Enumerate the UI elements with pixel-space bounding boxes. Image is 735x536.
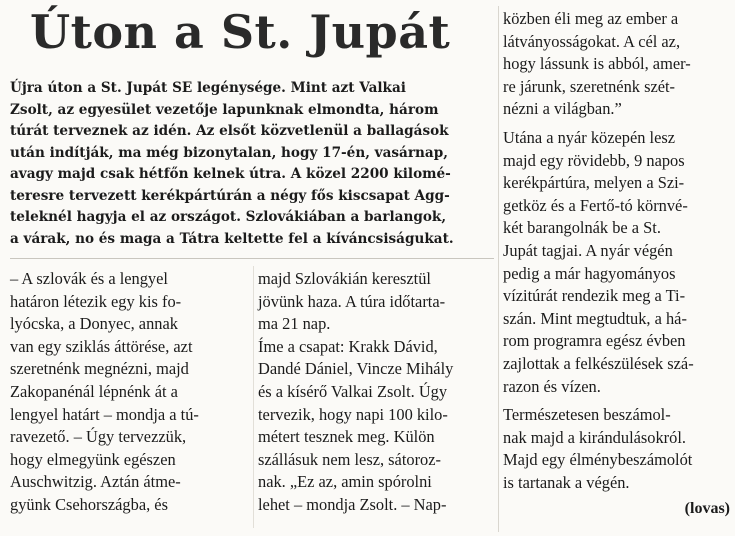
column-line: razon és vízen. bbox=[503, 376, 601, 396]
column-line: lehet – mondja Zsolt. – Nap- bbox=[258, 494, 447, 514]
lead-divider bbox=[10, 258, 494, 259]
column-line: nak majd a kirándulásokról. bbox=[503, 427, 686, 447]
lead-line: avagy majd csak hétfőn kelnek útra. A közel 2200 kilomé- bbox=[10, 166, 451, 182]
column-line: határon létezik egy kis fo- bbox=[10, 291, 182, 311]
article-column-2 bbox=[258, 268, 494, 517]
column-line: pedig a már hagyományos bbox=[503, 263, 676, 283]
article-column-3 bbox=[503, 8, 731, 494]
column-line: szán. Mint megtudtuk, a há- bbox=[503, 308, 687, 328]
lead-line: után indítják, ma még bizonytalan, hogy 17-én, vasárnap, bbox=[10, 144, 448, 161]
lead-line: teresre tervezett kerékpártúrán a négy fős kiscsapat Agg- bbox=[10, 187, 450, 204]
column-line: két barangolnák be a St. bbox=[503, 218, 661, 238]
column-divider-vertical bbox=[498, 6, 499, 532]
column-line: Utána a nyár közepén lesz bbox=[503, 127, 676, 147]
column-line: szállásuk nem lesz, sátoroz- bbox=[258, 449, 441, 469]
column-line: Jupát tagjai. A nyár végén bbox=[503, 240, 673, 260]
column-line: szeretnénk megnézni, majd bbox=[10, 359, 189, 379]
article-lead bbox=[10, 78, 492, 250]
column-line: gyünk Csehországba, és bbox=[10, 494, 168, 514]
column-line: rom programra egész évben bbox=[503, 331, 686, 351]
lead-line: túrát terveznek az idén. Az elsőt közvetlenül a ballagások bbox=[10, 123, 449, 139]
column-line: és a kísérő Valkai Zsolt. Úgy bbox=[258, 381, 448, 401]
column-line: kerékpártúra, melyen a Szi- bbox=[503, 173, 685, 193]
column-line: van egy sziklás áttörése, azt bbox=[10, 336, 193, 356]
column-line: tervezik, hogy napi 100 kilo- bbox=[258, 404, 448, 424]
column-line: Majd egy élménybeszámolót bbox=[503, 450, 693, 470]
column-line: lyócska, a Donyec, annak bbox=[10, 314, 178, 334]
column-line: nézni a világban.” bbox=[503, 99, 622, 119]
lead-line: Újra úton a St. Jupát SE legénysége. Mint azt Valkai bbox=[10, 80, 406, 96]
column-line: jövünk haza. A túra időtarta- bbox=[258, 291, 446, 311]
column-line: hogy lássunk is abból, amer- bbox=[503, 54, 691, 74]
lead-line: Zsolt, az egyesület vezetője lapunknak elmondta, három bbox=[10, 101, 439, 118]
column-line: majd Szlovákián keresztül bbox=[258, 269, 431, 288]
column-line: nak. „Ez az, amin spórolni bbox=[258, 472, 432, 492]
column-line: zajlottak a felkészülések szá- bbox=[503, 353, 694, 373]
column-line: – A szlovák és a lengyel bbox=[10, 269, 168, 288]
column-line: re járunk, szeretnénk szét- bbox=[503, 76, 676, 96]
column-line: Zakopanénál lépnénk át a bbox=[10, 381, 178, 401]
lead-line: teleknél hagyja el az országot. Szlovákiában a barlangok, bbox=[10, 209, 447, 225]
column-line: Auschwitzig. Aztán átme- bbox=[10, 472, 181, 492]
column-line: ma 21 nap. bbox=[258, 314, 331, 334]
column-line: hogy elmegyünk egészen bbox=[10, 449, 176, 469]
column-line: közben éli meg az ember a bbox=[503, 9, 679, 28]
column-divider-lower bbox=[253, 266, 254, 528]
column-line: látványosságokat. A cél az, bbox=[503, 31, 681, 51]
column-line: vízitúrát rendezik meg a Ti- bbox=[503, 286, 686, 306]
lead-line: a várak, no és maga a Tátra keltette fel a kíváncsiságukat. bbox=[10, 230, 454, 247]
column-line: is tartanak a végén. bbox=[503, 472, 630, 492]
column-line: majd egy rövidebb, 9 napos bbox=[503, 150, 685, 170]
author-signature: (lovas) bbox=[684, 500, 730, 517]
column-line: Dandé Dániel, Vincze Mihály bbox=[258, 359, 454, 379]
column-line: ravezető. – Úgy tervezzük, bbox=[10, 427, 187, 447]
column-line: métert tesznek meg. Külön bbox=[258, 427, 435, 447]
article-headline: Úton a St. Jupát bbox=[30, 5, 451, 59]
article-column-1 bbox=[10, 268, 250, 517]
column-line: lengyel határt – mondja a tú- bbox=[10, 404, 199, 424]
column-line: getköz és a Fertő-tó körnvé- bbox=[503, 195, 688, 215]
column-line: Íme a csapat: Krakk Dávid, bbox=[258, 336, 438, 356]
column-line: Természetesen beszámol- bbox=[503, 405, 671, 425]
